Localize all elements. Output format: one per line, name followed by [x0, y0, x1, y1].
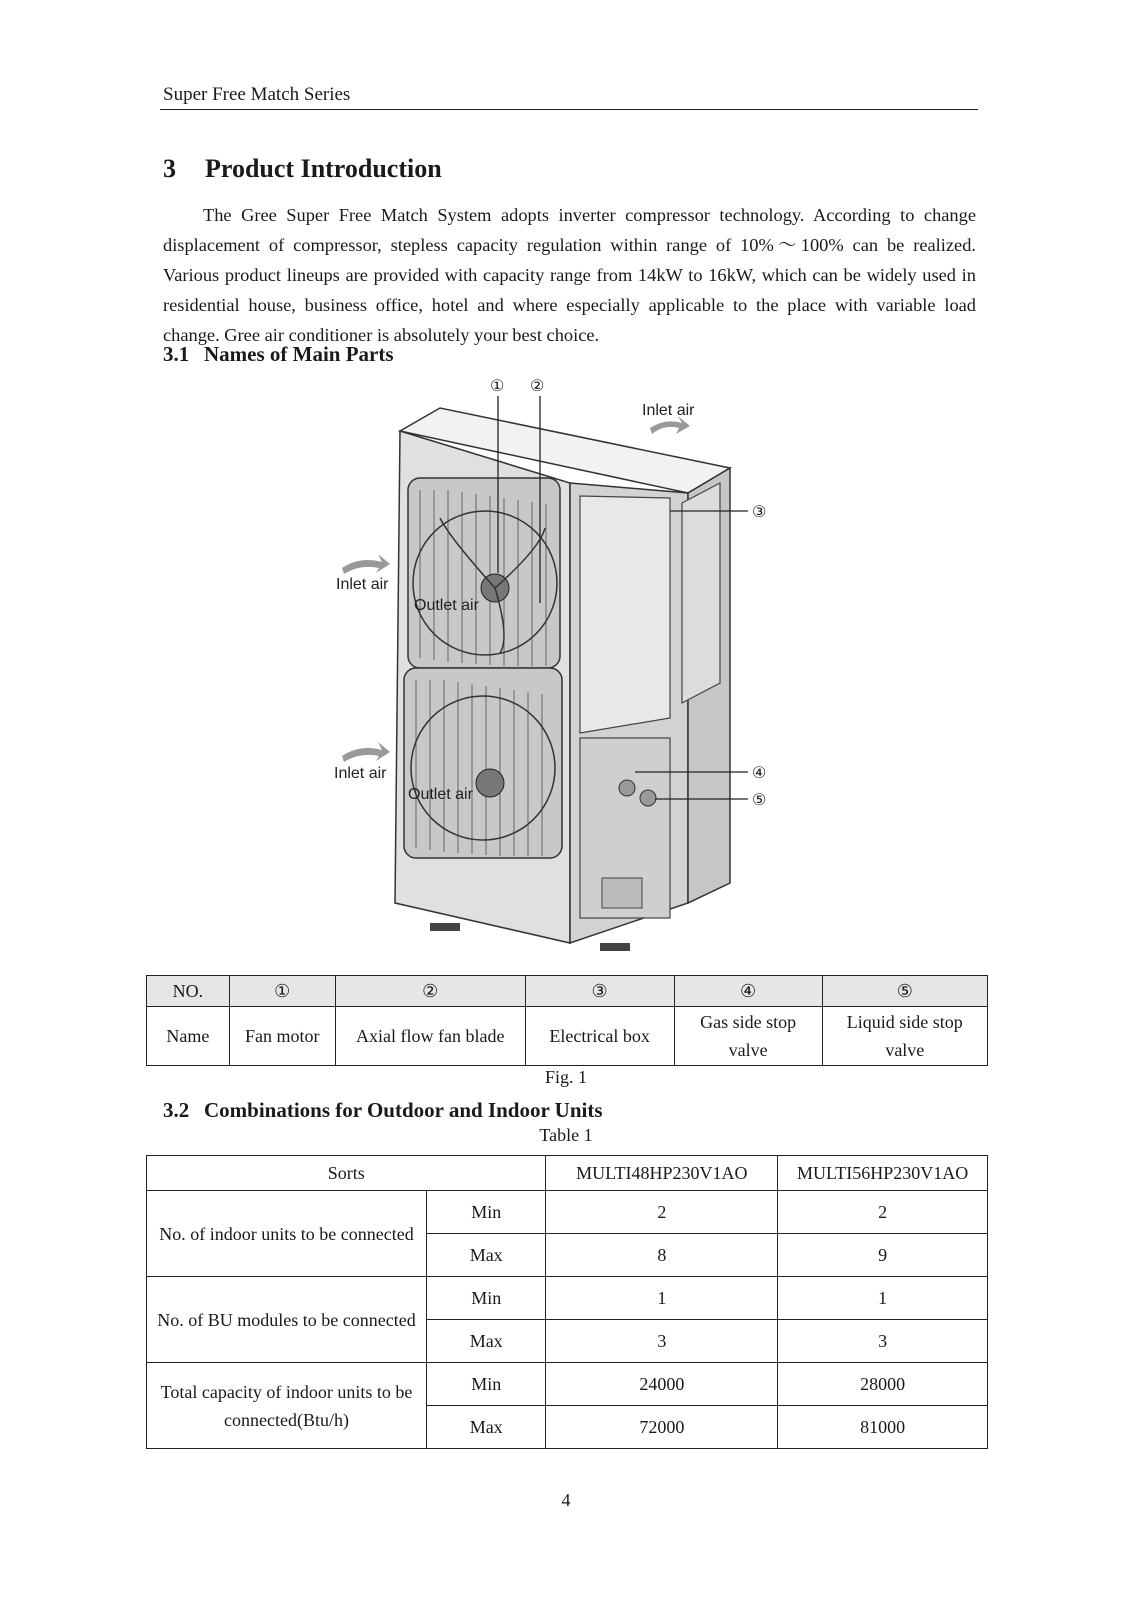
- callout-2: ②: [530, 378, 545, 395]
- cell-value: 3: [778, 1320, 988, 1363]
- upper-fan-grille: [408, 478, 560, 668]
- row-key: Min: [426, 1277, 545, 1320]
- parts-no-3: ③: [525, 976, 674, 1007]
- callout-3: ③: [752, 504, 767, 521]
- parts-table: [146, 975, 988, 1066]
- combinations-table: [146, 1155, 988, 1449]
- parts-no-5: ⑤: [822, 976, 987, 1007]
- section-title: Product Introduction: [205, 154, 442, 183]
- subsection-title: Combinations for Outdoor and Indoor Units: [204, 1098, 603, 1122]
- parts-no-2: ②: [335, 976, 525, 1007]
- row-key: Min: [426, 1363, 545, 1406]
- cell-value: 8: [546, 1234, 778, 1277]
- model-header-1: MULTI48HP230V1AO: [546, 1156, 778, 1191]
- label-inlet-air-lower: Inlet air: [334, 765, 387, 782]
- cell-value: 2: [778, 1191, 988, 1234]
- row-key: Max: [426, 1406, 545, 1449]
- cell-value: 2: [546, 1191, 778, 1234]
- parts-table-header-row: [147, 976, 988, 1007]
- parts-no-4: ④: [674, 976, 822, 1007]
- parts-no-1: ①: [229, 976, 335, 1007]
- label-inlet-air-upper: Inlet air: [336, 576, 389, 593]
- parts-name-5: Liquid side stop valve: [822, 1007, 987, 1066]
- combo-header-row: [147, 1156, 988, 1191]
- outdoor-unit-figure: [330, 378, 800, 978]
- table-row: [147, 1277, 988, 1320]
- inlet-arrow-upper: [342, 554, 390, 574]
- electrical-box-panel: [580, 496, 670, 733]
- section-heading: [163, 154, 442, 184]
- inlet-arrow-lower: [342, 742, 390, 762]
- figure-caption: Fig. 1: [544, 1067, 587, 1087]
- cell-value: 28000: [778, 1363, 988, 1406]
- parts-no-label: NO.: [147, 976, 230, 1007]
- liquid-valve: [640, 790, 656, 806]
- parts-name-4: Gas side stop valve: [674, 1007, 822, 1066]
- group-label-total-capacity: Total capacity of indoor units to be connected(Btu/h): [147, 1363, 427, 1449]
- cell-value: 1: [546, 1277, 778, 1320]
- gas-valve: [619, 780, 635, 796]
- parts-name-label: Name: [147, 1007, 230, 1066]
- subsection-heading-combinations: [163, 1098, 603, 1123]
- group-label-indoor-units: No. of indoor units to be connected: [147, 1191, 427, 1277]
- row-key: Min: [426, 1191, 545, 1234]
- row-key: Max: [426, 1320, 545, 1363]
- label-outlet-air-lower: Outlet air: [408, 786, 473, 803]
- cell-value: 9: [778, 1234, 988, 1277]
- cell-value: 1: [778, 1277, 988, 1320]
- label-outlet-air-upper: Outlet air: [414, 597, 479, 614]
- cell-value: 3: [546, 1320, 778, 1363]
- subsection-heading-names: [163, 342, 394, 367]
- parts-name-1: Fan motor: [229, 1007, 335, 1066]
- cell-value: 24000: [546, 1363, 778, 1406]
- model-header-2: MULTI56HP230V1AO: [778, 1156, 988, 1191]
- parts-name-2: Axial flow fan blade: [335, 1007, 525, 1066]
- running-header: Super Free Match Series: [163, 84, 351, 105]
- subsection-number: 3.1: [163, 342, 190, 366]
- row-key: Max: [426, 1234, 545, 1277]
- subsection-title: Names of Main Parts: [204, 342, 394, 366]
- subsection-number: 3.2: [163, 1098, 190, 1122]
- section-number: 3: [163, 154, 176, 183]
- table-row: [147, 1363, 988, 1406]
- callout-5: ⑤: [752, 792, 767, 809]
- intro-paragraph: The Gree Super Free Match System adopts inverter compressor technology. According to change displacement of compressor, stepless capacity regulation within range of 10%～100% can be realized. Various product lineups are provided with capacity range from 14kW to 16kW, which can be widely used in residential house, business office, hotel and where especially applicable to the place with variable load change. Gree air conditioner is absolutely your best choice.: [163, 205, 976, 345]
- parts-table-name-row: [147, 1007, 988, 1066]
- label-inlet-air-top: Inlet air: [642, 402, 695, 419]
- sorts-header: Sorts: [147, 1156, 546, 1191]
- page-number: 4: [561, 1490, 571, 1510]
- callout-4: ④: [752, 765, 767, 782]
- cell-value: 72000: [546, 1406, 778, 1449]
- table-caption: Table 1: [539, 1125, 593, 1145]
- table-row: [147, 1191, 988, 1234]
- parts-name-3: Electrical box: [525, 1007, 674, 1066]
- group-label-bu-modules: No. of BU modules to be connected: [147, 1277, 427, 1363]
- callout-1: ①: [490, 378, 505, 395]
- header-rule: [160, 109, 978, 110]
- cell-value: 81000: [778, 1406, 988, 1449]
